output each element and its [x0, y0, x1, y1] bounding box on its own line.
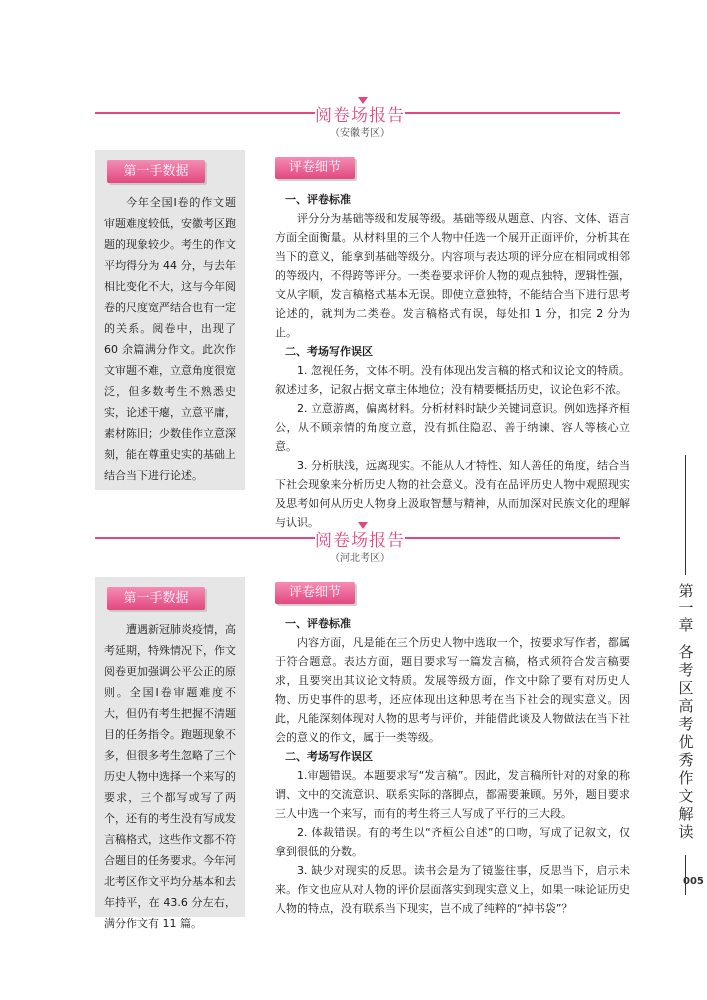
paragraph: 内容方面，凡是能在三个历史人物中选取一个，按要求写作者，都属于符合题意。表达方面，题目要求写一篇发言稿，格式须符合发言稿要求，且要突出其议论文特质。发展等级方面，作文中除了要有对历史人物、历史事件的思考，还应体现出这种思考在当下社会的现实意义。因此，凡能深刻体现对人物的思考与评价，并能借此谈及人物做法在当下社会的意义的作文，属于一类等级。	[275, 636, 630, 744]
section-heading: 二、考场写作误区	[285, 345, 373, 358]
page-number: 005	[683, 876, 704, 887]
paragraph: 1.审题错误。本题要求写“发言稿”。因此，发言稿所针对的对象的称谓、文中的交流意识、联系实际的落脚点，都需要兼顾。另外，题目要求三人中选一个来写，而有的考生将三人写成了平行的三大段。	[275, 769, 630, 820]
book-title: 各考区高考优秀作文解读	[678, 643, 694, 841]
sidebar-label: 第一手数据	[107, 160, 205, 183]
report-title: 阅卷场报告	[315, 106, 405, 126]
paragraph: 1. 忽视任务，文体不明。没有体现出发言稿的格式和议论文的特质。叙述过多，记叙占据文章主体地位；没有精要概括历史，议论色彩不浓。	[275, 364, 630, 396]
header-rule-left	[95, 537, 315, 539]
chapter-side-title	[676, 455, 696, 895]
details-label: 评卷细节	[275, 582, 355, 604]
details-label: 评卷细节	[275, 157, 355, 179]
sidebar-text: 遭遇新冠肺炎疫情，高考延期，特殊情况下，作文阅卷更加强调公平公正的原则。全国Ⅰ卷审题难度不大，但仍有考生把握不清题目的任务指令。跑题现象不多，但很多考生忽略了三个历史人物中选择一个来写的要求，三个都写或写了两个，还有的考生没有写成发言稿格式，这些作文都不符合题目的任务要求。今年河北考区作文平均分基本和去年持平，在 43.6 分左右，满分作文有 11 篇。	[104, 623, 236, 930]
details-body-hebei	[275, 614, 630, 918]
report-title: 阅卷场报告	[315, 531, 405, 551]
paragraph: 评分分为基础等级和发展等级。基础等级从题意、内容、文体、语言方面全面衡量。从材料里的三个人物中任选一个展开正面评价，分析其在当下的意义，能拿到基础等级分。内容项与表达项的评分应在相同或相邻的等级内，不得跨等评分。一类卷要求评价人物的观点独特，逻辑性强，文从字顺，发言稿格式基本无误。即使立意独特，不能结合当下进行思考论述的，就判为二类卷。发言稿格式有误，每处扣 1 分，扣完 2 分为止。	[275, 212, 630, 339]
sidebar-text: 今年全国Ⅰ卷的作文题审题难度较低，安徽考区跑题的现象较少。考生的作文平均得分为 44 分，与去年相比变化不大，这与今年阅卷的尺度宽严结合也有一定的关系。阅卷中，出现了 60 余篇满分作文。此次作文审题不难，立意角度很宽泛，但多数考生不熟悉史实，论述干瘪，立意平庸，素材陈旧；少数佳作立意深刻，能在尊重史实的基础上结合当下进行论述。	[104, 196, 236, 482]
details-body-anhui	[275, 190, 630, 532]
sidebar-label: 第一手数据	[107, 587, 205, 610]
paragraph: 2. 体裁错误。有的考生以“齐桓公自述”的口吻，写成了记叙文，仅拿到很低的分数。	[275, 826, 630, 858]
header-rule-left	[95, 112, 315, 114]
data-sidebar-anhui	[95, 150, 245, 490]
paragraph: 3. 缺少对现实的反思。读书会是为了镜鉴往事，反思当下，启示未来。作文也应从对人物的评价层面落实到现实意义上，如果一味论证历史人物的特点，没有联系当下现实，岂不成了纯粹的“掉书袋”？	[275, 864, 630, 915]
chapter-rule-top	[685, 455, 686, 575]
section-heading: 二、考场写作误区	[285, 750, 373, 763]
chapter-rule-bottom	[685, 855, 686, 895]
report-subtitle: （河北考区）	[330, 553, 390, 564]
header-rule-right	[405, 537, 620, 539]
section-heading: 一、评卷标准	[285, 193, 351, 206]
header-rule-right	[405, 112, 620, 114]
report-header-hebei	[0, 522, 707, 572]
paragraph: 2. 立意游离，偏离材料。分析材料时缺少关键词意识。例如选择齐桓公，从不顾亲情的角度立意，没有抓住隐忍、善于纳谏、容人等核心立意。	[275, 402, 630, 453]
report-header-anhui	[0, 97, 707, 147]
data-sidebar-hebei	[95, 577, 245, 930]
paragraph: 3. 分析肤浅，远离现实。不能从人才特性、知人善任的角度，结合当下社会现象来分析历史人物的社会意义。没有在品评历史人物中观照现实及思考如何从历史人物身上汲取智慧与精神，从而加深对民族文化的理解与认识。	[275, 459, 630, 529]
section-heading: 一、评卷标准	[285, 617, 351, 630]
report-subtitle: （安徽考区）	[330, 128, 390, 139]
chapter-number: 第一章	[678, 582, 694, 634]
